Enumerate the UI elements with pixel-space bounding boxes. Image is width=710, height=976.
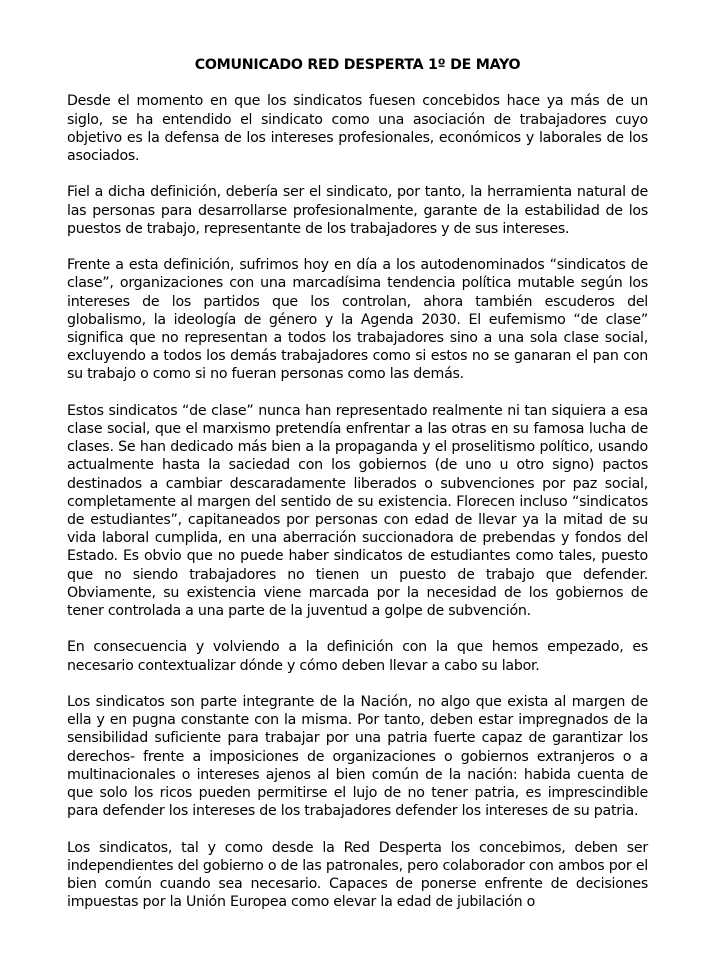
document-title: COMUNICADO RED DESPERTA 1º DE MAYO bbox=[194, 57, 521, 73]
paragraph-nation: Los sindicatos son parte integrante de la Nación, no algo que exista al margen de ella y en pugna constante con la misma. Por tanto, deben estar impregnados de la sensibilidad suficiente para trabajar por una patria fuerte capaz de garantizar los derechos- frente a imposiciones de organizaciones o gobiernos extranjeros o a multinacionales o intereses ajenos al bien común de la nación: habida cuenta de que solo los ricos pueden permitirse el lujo de no tener patria, es imprescindible para defender los intereses de los trabajadores defender los intereses de su patria. bbox=[67, 694, 648, 820]
paragraph-consequence: En consecuencia y volviendo a la definición con la que hemos empezado, es necesario contextualizar dónde y cómo deben llevar a cabo su labor. bbox=[67, 639, 648, 674]
paragraph-fidelity: Fiel a dicha definición, debería ser el sindicato, por tanto, la herramienta natural de las personas para desarrollarse profesionalmente, garante de la estabilidad de los puestos de trabajo, representante de los trabajadores y de sus intereses. bbox=[67, 184, 648, 237]
document-page bbox=[67, 56, 648, 930]
paragraph-class-unions-critique: Estos sindicatos “de clase” nunca han representado realmente ni tan siquiera a esa clase social, que el marxismo pretendía enfrentar a las otras en su famosa lucha de clases. Se han dedicado más bien a la propaganda y el proselitismo político, usando actualmente hasta la saciedad con los gobiernos (de uno u otro signo) pactos destinados a cambiar descaradamente liberados o subvenciones por paz social, completamente al margen del sentido de su existencia. Florecen incluso “sindicatos de estudiantes”, capitaneados por personas con edad de llevar ya la mitad de su vida laboral cumplida, en una aberración succionadora de prebendas y fondos del Estado. Es obvio que no puede haber sindicatos de estudiantes como tales, puesto que no siendo trabajadores no tienen un puesto de trabajo que defender. Obviamente, su existencia viene marcada por la necesidad de los gobiernos de tener controlada a una parte de la juventud a golpe de subvención. bbox=[67, 402, 648, 620]
paragraph-definition: Desde el momento en que los sindicatos fuesen concebidos hace ya más de un siglo, se ha entendido el sindicato como una asociación de trabajadores cuyo objetivo es la defensa de los intereses profesionales, económicos y laborales de los asociados. bbox=[67, 93, 648, 164]
paragraph-red-desperta-vision: Los sindicatos, tal y como desde la Red Desperta los concebimos, deben ser independientes del gobierno o de las patronales, pero colaborador con ambos por el bien común cuando sea necesario. Capaces de ponerse enfrente de decisiones impuestas por la Unión Europea como elevar la edad de jubilación o bbox=[67, 839, 648, 911]
paragraph-class-unions: Frente a esta definición, sufrimos hoy en día a los autodenominados “sindicatos de clase”, organizaciones con una marcadísima tendencia política mutable según los intereses de los partidos que los controlan, ahora también escuderos del globalismo, la ideología de género y la Agenda 2030. El eufemismo “de clase” significa que no representan a todos los trabajadores sino a una sola clase social, excluyendo a todos los demás trabajadores como si estos no se ganaran el pan con su trabajo o como si no fueran personas como las demás. bbox=[67, 257, 648, 383]
